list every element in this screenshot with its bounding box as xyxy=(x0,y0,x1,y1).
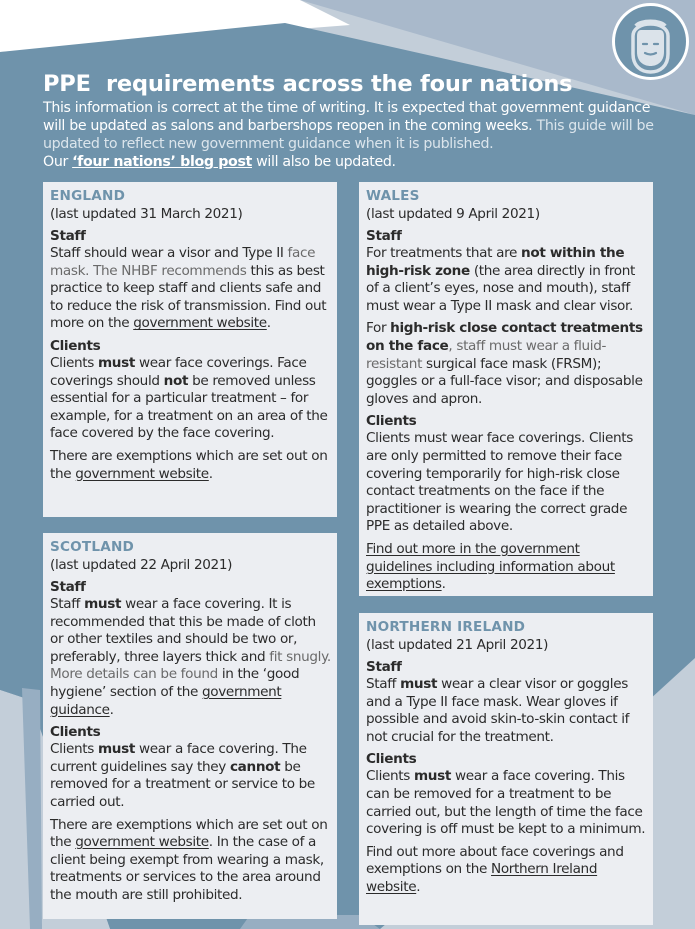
text-span: For treatments that are xyxy=(366,245,521,261)
staff-heading: Staff xyxy=(366,228,402,244)
nation-heading: ENGLAND xyxy=(50,188,126,204)
emphasis: must xyxy=(97,354,136,371)
four-nations-blog-link[interactable]: ‘four nations’ blog post xyxy=(72,154,252,170)
text-span: Staff should wear a visor and Type II xyxy=(50,245,288,261)
staff-heading: Staff xyxy=(50,228,86,244)
intro-text xyxy=(43,99,663,171)
northern-ireland-website-link[interactable]: Northern Ireland website xyxy=(366,861,598,895)
intro-line-3-after: will also be updated. xyxy=(252,154,396,170)
clients-text xyxy=(50,355,331,443)
text-span: . xyxy=(266,315,271,332)
nation-heading: SCOTLAND xyxy=(50,539,135,555)
last-updated: (last updated 22 April 2021) xyxy=(50,557,233,573)
text-span: For xyxy=(366,320,391,337)
text-span: wear a face covering. It is recommended that this be made of cloth or other textiles and should be two or, preferably, three layers thick and xyxy=(50,596,316,665)
text-span: . xyxy=(416,878,421,895)
clients-heading: Clients xyxy=(50,724,101,741)
text-span: Find out more about face coverings and exemptions on the xyxy=(366,843,624,878)
text-span: Staff xyxy=(50,596,85,612)
government-guidance-link[interactable]: government guidance xyxy=(50,683,282,718)
clients-text xyxy=(366,768,647,838)
emphasis: must xyxy=(413,768,452,785)
emphasis: cannot xyxy=(229,758,281,775)
text-span: fit snugly. More details can be found xyxy=(50,648,331,683)
text-span: Clients xyxy=(50,741,98,758)
clients-text: Clients must wear face coverings. Clients are only permitted to remove their face covering temporarily for high-risk close contact treatments on the face if the practitioner is wearing the correct grade PPE as detailed above. xyxy=(366,430,633,535)
text-span: . In the case of a client being exempt from wearing a mask, treatments or services to the area around the mouth are still prohibited. xyxy=(50,834,324,903)
text-span: Staff xyxy=(366,676,401,692)
emphasis: not within the high-risk zone xyxy=(366,245,625,279)
emphasis: high-risk close contact treatments on the face xyxy=(366,320,643,354)
card-england xyxy=(43,182,337,517)
last-updated: (last updated 21 April 2021) xyxy=(366,637,549,653)
text-span: wear a clear visor or goggles and a Type II face mask. Wear gloves if possible and avoid skin-to-skin contact if not crucial for the treatment. xyxy=(366,676,630,745)
exemptions-text xyxy=(366,844,647,897)
guidelines-text xyxy=(366,541,647,594)
government-website-link[interactable]: government website xyxy=(133,315,267,332)
clients-heading: Clients xyxy=(366,751,417,768)
staff-text xyxy=(50,596,331,719)
government-website-link[interactable]: government website xyxy=(75,465,209,482)
intro-line-3-before: Our xyxy=(43,154,73,170)
text-span: face mask. The NHBF recommends xyxy=(50,245,316,279)
emphasis: must xyxy=(84,596,122,612)
exemptions-text xyxy=(50,448,331,483)
text-span: be removed for a treatment or service to be carried out. xyxy=(50,758,315,810)
last-updated: (last updated 31 March 2021) xyxy=(50,206,243,222)
text-span: wear a face covering. This can be removed for a treatment to be carried out, but the length of time the face covering is off must be kept to a minimum. xyxy=(366,768,646,838)
staff-high-risk-text xyxy=(366,320,647,408)
page-title: PPE requirements across the four nations xyxy=(43,71,573,97)
government-guidelines-link[interactable]: Find out more in the government guidelines including information about exemptions xyxy=(366,540,615,593)
emphasis: must xyxy=(400,676,438,692)
text-span: . xyxy=(208,465,213,482)
clients-heading: Clients xyxy=(50,337,101,354)
text-span: There are exemptions which are set out on the xyxy=(50,447,328,482)
card-wales xyxy=(359,182,653,596)
text-span: Clients xyxy=(50,354,98,371)
text-span: be removed unless essential for a particular treatment – for example, for a treatment on an area of the face covered by the face covering. xyxy=(50,372,328,442)
staff-text xyxy=(366,676,647,746)
nation-heading: NORTHERN IRELAND xyxy=(366,619,526,635)
text-span: (the area directly in front of a client’s eyes, nose and mouth), staff must wear a Type II mask and clear visor. xyxy=(366,262,636,314)
text-span: surgical face mask (FRSM); goggles or a full-face visor; and disposable gloves and apron. xyxy=(366,355,643,407)
card-northern-ireland xyxy=(359,613,653,925)
card-scotland xyxy=(43,533,337,919)
text-span: . xyxy=(109,701,114,718)
text-span: wear face coverings. Face coverings should xyxy=(50,354,307,389)
nation-heading: WALES xyxy=(366,188,420,204)
staff-text xyxy=(366,245,647,315)
text-span: . xyxy=(441,576,446,593)
header xyxy=(43,70,663,171)
intro-line-2: This guide will be updated to reflect new government guidance when it is published. xyxy=(43,118,654,152)
staff-heading: Staff xyxy=(366,659,402,675)
government-website-link[interactable]: government website xyxy=(75,834,209,851)
intro-line-1: This information is correct at the time of writing. It is expected that government guidance will be updated as salons and barbershops reopen in the coming weeks. xyxy=(43,100,651,134)
text-span: There are exemptions which are set out on the xyxy=(50,816,328,851)
emphasis: not xyxy=(163,372,189,389)
emphasis: must xyxy=(97,741,136,758)
clients-text xyxy=(50,741,331,811)
text-span: in the ‘good hygiene’ section of the xyxy=(50,666,300,700)
exemptions-text xyxy=(50,817,331,905)
staff-heading: Staff xyxy=(50,579,86,595)
clients-heading: Clients xyxy=(366,413,417,430)
last-updated: (last updated 9 April 2021) xyxy=(366,206,540,222)
text-span: , staff must wear a fluid-resistant xyxy=(366,337,607,372)
text-span: Clients xyxy=(366,768,414,785)
text-span: wear a face covering. The current guidelines say they xyxy=(50,741,307,775)
visor-face-icon xyxy=(612,3,689,80)
staff-text xyxy=(50,245,331,333)
text-span: this as best practice to keep staff and clients safe and to reduce the risk of transmission. Find out more on the xyxy=(50,262,327,332)
